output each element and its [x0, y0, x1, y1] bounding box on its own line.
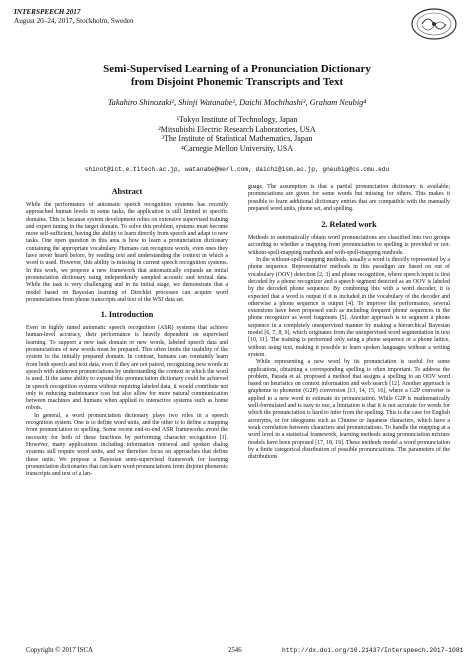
title-line-2: from Disjoint Phonemic Transcripts and Text: [130, 76, 344, 88]
doi-link[interactable]: http://dx.doi.org/10.21437/Interspeech.2017-1081: [282, 647, 464, 654]
abstract-heading: Abstract: [111, 187, 143, 196]
paper-title: [40, 63, 434, 89]
affiliations: [40, 115, 434, 153]
intro-paragraph-1: Even in highly tuned automatic speech recognition (ASR) systems that achieve human-level accuracy, their performance is heavily dependent on supervised learning. To support a new task domain or new words, labeled speech data and pronunciations of new words must be prepared. This often limits the usability of the system to the initially prepared domain. In contrast, humans can constantly learn from both speech and text data, even if they are not paired, recognizing new words in speech with unknown pronunciations by understanding the context in which the word is used. If the same ability to expand this pronunciation dictionary could be achieved in speech recognition systems without requiring labeled data, it would contribute not only to reducing maintenance cost but also allow for more natural communication between machines and humans when applied to interactive systems such as home robots.: [26, 325, 228, 412]
conference-header: [14, 8, 134, 26]
page-number: 2546: [228, 647, 242, 654]
related-paragraph-2: In the without-spell-mapping methods, usually a word is directly represented by a phone sequence. Representative methods in this paradigm are based on out of vocabulary (OOV) detection [2, 3] and phone recognition, where speech input is first decoded by a phone recognizer and a speech segment detected as an OOV is labeled by the decoded phone sequence. By combining this with a word decoder, it is expected that a word is output if it is included in the vocabulary of the decoder and otherwise a phone sequence is output [4]. To improve the performance, several extensions have been proposed such as including frequent phone sequences in the phone recognizer as word fragments [5]. Another approach is to segment a phone sequence in a completely unsupervised manner by making a hierarchical Bayesian model [6, 7, 8, 9], which originates from the unsupervised word segmentation in text [10, 11]. The training is performed only using a phone sequence or a phone lattice, without using text, making it possible to learn spoken languages without a writing system.: [248, 257, 450, 358]
introduction-heading: 1. Introduction: [100, 310, 154, 320]
related-work-heading: 2. Related work: [321, 220, 377, 230]
conference-dates: August 20–24, 2017, Stockholm, Sweden: [14, 17, 134, 25]
abstract-text: While the performance of automatic speech recognition systems has recently approached human levels in some tasks, the application is still limited to specific domains. This is because system development relies on extensive supervised training and expert tuning in the target domain. To solve this problem, systems must become more self-sufficient, having the ability to learn directly from speech and adapt to new tasks. One open question in this area is how to learn a pronunciation dictionary containing the appropriate vocabulary. Humans can recognize words, even ones they have never heard before, by reading text and understanding the context in which a word is used. However, this ability is missing in current speech recognition systems. In this work, we propose a new framework that automatically expands an initial pronunciation dictionary using independently sampled acoustic and textual data. While the task is very challenging and in its initial stage, we demonstrate that a model based on Bayesian learning of Dirichlet processes can acquire word pronunciations from phone transcripts and text of the WSJ data set.: [26, 202, 228, 303]
affiliation-1: ¹Tokyo Institute of Technology, Japan: [176, 115, 298, 124]
related-paragraph-3: While representing a new word by its pronunciation is useful for some applications, obtaining a corresponding spelling is often important. To address the problem, Parada et al. proposed a method that assigns a spelling to an OOV word based on heuristics on context information and web search [12]. Another approach is grapheme to phoneme (G2P) conversion [13, 14, 15, 16], where a G2P converter is applied to a new word to estimate its pronunciation. While G2P is mathematically well-formulated and is easy to use, a limitation is that it is not accurate for words for which the pronunciation is hard to infer from the spelling. This is the case for English acronyms, or for ideograms such as Chinese or Japanese characters, which have a weak correlation between characters and pronunciations. To handle the mapping at a word level in a statistical framework, learning methods using pronunciation mixture models have been proposed [17, 18, 19]. These methods model a word pronunciation by a finite categorical distribution of possible pronunciations. The parameters of the distributions: [248, 359, 450, 461]
author-emails: shinot@ict.e.titech.ac.jp, watanabe@merl.com, daichi@ism.ac.jp, gneubig@cs.cmu.edu: [84, 166, 390, 173]
isca-logo-icon: [410, 6, 458, 42]
affiliation-2: ²Mitsubishi Electric Research Laboratories, USA: [158, 124, 316, 134]
intro-continuation: guage. The assumption is that a partial pronunciation dictionary is available; pronunciations are given for some words but missing for others. This makes it possible to learn additional dictionary entries that are compatible with the manually prepared word units, phone set, and spelling.: [248, 184, 450, 212]
author-list: Takahiro Shinozaki¹, Shinji Watanabe², Daichi Mochihashi³, Graham Neubig⁴: [107, 98, 367, 107]
affiliation-4: ⁴Carnegie Mellon University, USA: [180, 143, 294, 153]
conference-name: INTERSPEECH 2017: [14, 8, 81, 16]
affiliation-3: ³The Institute of Statistical Mathematics, Japan: [161, 134, 313, 144]
copyright-notice: Copyright © 2017 ISCA: [26, 647, 93, 654]
left-column: [26, 184, 228, 478]
title-line-1: Semi-Supervised Learning of a Pronunciation Dictionary: [103, 63, 371, 75]
right-column: [248, 184, 450, 461]
intro-paragraph-2: In general, a word pronunciation dictionary plays two roles in a speech recognition system. One is to define word units, and the other is to define a mapping from pronunciation to spelling. Some recent end-to-end ASR frameworks avoid the necessity for both of these functions by performing character recognition [1]. However, many applications including information retrieval and spoken dialog systems still require word units, and we therefore focus on approaches that define these units. We propose a Bayesian semi-supervised framework for learning pronunciation dictionaries that can learn word pronunciations from disjoint phonemic transcripts and text of a lan-: [26, 412, 228, 478]
related-paragraph-1: Methods to automatically obtain word pronunciations are classified into two groups according to whether a mapping from pronunciation to spelling is provided or not: without-spell-mapping methods and with-spell-mapping methods.: [248, 235, 450, 256]
